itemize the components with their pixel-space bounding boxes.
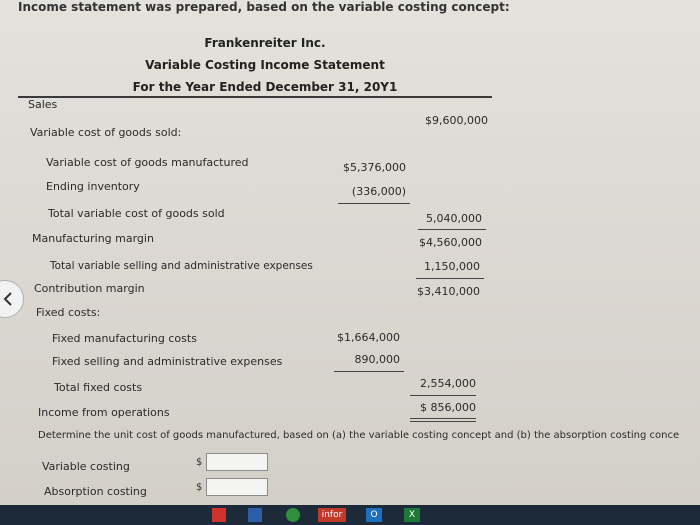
vcgm-label: Variable cost of goods manufactured <box>46 156 249 169</box>
outlook-icon[interactable]: O <box>366 508 382 522</box>
absorption-costing-currency: $ <box>196 482 203 493</box>
var-sell-admin-value: 1,150,000 <box>424 260 480 273</box>
back-button[interactable] <box>0 280 24 318</box>
total-vcogs-rule <box>418 229 486 230</box>
income-double-rule-2 <box>410 421 476 422</box>
sales-value: $9,600,000 <box>425 114 488 127</box>
contribution-margin-value: $3,410,000 <box>417 285 480 298</box>
income-double-rule-1 <box>410 418 476 419</box>
income-from-operations-value: $ 856,000 <box>420 401 476 414</box>
statement-title: Variable Costing Income Statement <box>145 58 385 72</box>
var-sell-admin-label: Total variable selling and administrative expenses <box>50 260 313 272</box>
vcogs-header: Variable cost of goods sold: <box>30 126 182 139</box>
excel-icon[interactable]: X <box>404 508 420 522</box>
contribution-margin-label: Contribution margin <box>34 282 145 295</box>
fixed-subtotal-rule <box>334 371 404 372</box>
header-rule <box>18 96 492 98</box>
variable-costing-label: Variable costing <box>42 460 130 473</box>
ending-inventory-value: (336,000) <box>351 185 406 198</box>
fixed-mfg-value: $1,664,000 <box>337 331 400 344</box>
vcgm-value: $5,376,000 <box>343 161 406 174</box>
statement-period: For the Year Ended December 31, 20Y1 <box>132 80 398 94</box>
chevron-left-icon <box>3 291 13 307</box>
ending-inventory-label: Ending inventory <box>46 180 140 193</box>
fixed-costs-header: Fixed costs: <box>36 306 101 319</box>
app-blue-icon[interactable] <box>248 508 262 522</box>
variable-costing-input[interactable] <box>206 453 268 471</box>
fixed-sell-admin-value: 890,000 <box>354 353 400 366</box>
infor-app-icon[interactable]: infor <box>318 508 346 522</box>
absorption-costing-input[interactable] <box>206 478 268 496</box>
total-fixed-label: Total fixed costs <box>54 381 143 394</box>
mfg-margin-value: $4,560,000 <box>419 236 482 249</box>
intro-text: Income statement was prepared, based on the variable costing concept: <box>18 0 510 14</box>
company-name: Frankenreiter Inc. <box>204 36 326 50</box>
total-fixed-rule <box>410 395 476 396</box>
taskbar <box>0 505 700 525</box>
subtotal-rule <box>338 203 410 204</box>
total-vcogs-label: Total variable cost of goods sold <box>48 207 225 220</box>
var-sell-admin-rule <box>416 278 484 279</box>
total-fixed-value: 2,554,000 <box>420 377 476 390</box>
total-vcogs-value: 5,040,000 <box>426 212 482 225</box>
browser-icon[interactable] <box>286 508 300 522</box>
mfg-margin-label: Manufacturing margin <box>32 232 154 245</box>
income-from-operations-label: Income from operations <box>38 406 170 419</box>
fixed-sell-admin-label: Fixed selling and administrative expenses <box>52 355 283 368</box>
sales-label: Sales <box>28 98 58 111</box>
question-text: Determine the unit cost of goods manufactured, based on (a) the variable costing concept and (b) the absorption costing conce <box>38 430 680 441</box>
variable-costing-currency: $ <box>196 457 203 468</box>
fixed-mfg-label: Fixed manufacturing costs <box>52 332 197 345</box>
absorption-costing-label: Absorption costing <box>44 485 147 498</box>
app-red-icon[interactable] <box>212 508 226 522</box>
